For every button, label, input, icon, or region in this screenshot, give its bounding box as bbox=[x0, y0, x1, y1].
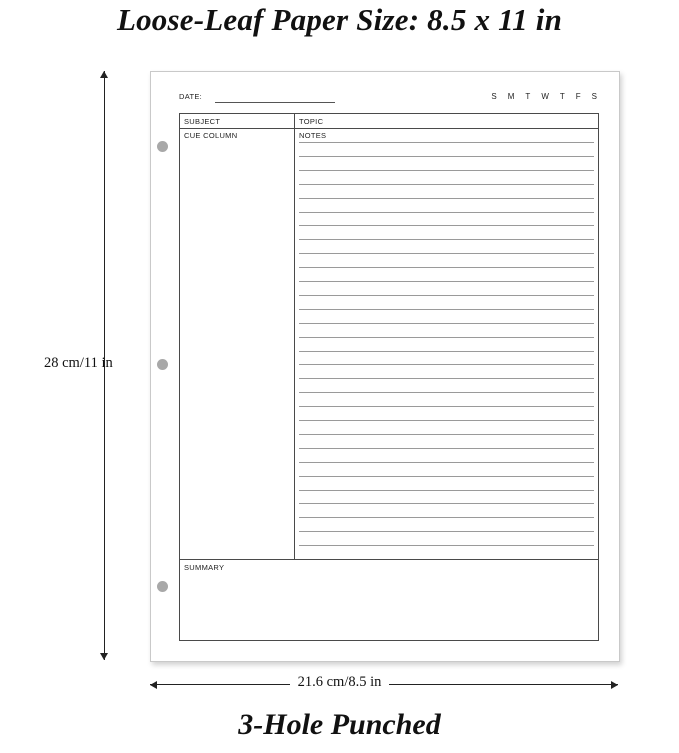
note-rule-line bbox=[299, 156, 594, 157]
topic-header: TOPIC bbox=[299, 116, 324, 126]
note-rule-line bbox=[299, 170, 594, 171]
height-arrow-top bbox=[100, 71, 108, 78]
notes-column-label: NOTES bbox=[299, 131, 327, 140]
width-dimension-label bbox=[0, 674, 679, 691]
day-sunday: S bbox=[491, 92, 497, 101]
note-rule-line bbox=[299, 517, 594, 518]
page-title-top: Loose-Leaf Paper Size: 8.5 x 11 in bbox=[116, 2, 563, 37]
note-rule-line bbox=[299, 267, 594, 268]
note-rule-line bbox=[299, 364, 594, 365]
note-rule-line bbox=[299, 295, 594, 296]
notes-ruled-lines bbox=[295, 142, 598, 559]
note-rule-line bbox=[299, 253, 594, 254]
note-rule-line bbox=[299, 198, 594, 199]
height-dimension-label: 28 cm/11 in bbox=[44, 355, 113, 371]
note-rule-line bbox=[299, 448, 594, 449]
note-rule-line bbox=[299, 184, 594, 185]
note-rule-line bbox=[299, 323, 594, 324]
date-label: DATE: bbox=[179, 92, 203, 101]
day-monday: M bbox=[507, 92, 515, 101]
day-wednesday: W bbox=[541, 92, 549, 101]
note-rule-line bbox=[299, 142, 594, 143]
cue-column-label: CUE COLUMN bbox=[184, 131, 238, 140]
paper-sheet bbox=[150, 71, 620, 662]
note-rule-line bbox=[299, 392, 594, 393]
subject-header: SUBJECT bbox=[184, 116, 221, 126]
day-friday: F bbox=[575, 92, 581, 101]
height-arrow-bottom bbox=[100, 653, 108, 660]
day-of-week-row bbox=[491, 92, 597, 101]
note-rule-line bbox=[299, 462, 594, 463]
note-rule-line bbox=[299, 406, 594, 407]
note-rule-line bbox=[299, 545, 594, 546]
cornell-note-frame bbox=[179, 113, 599, 641]
note-rule-line bbox=[299, 281, 594, 282]
summary-label: SUMMARY bbox=[184, 563, 225, 572]
note-rule-line bbox=[299, 420, 594, 421]
date-row bbox=[179, 92, 599, 108]
punch-hole-top bbox=[157, 141, 168, 152]
note-rule-line bbox=[299, 531, 594, 532]
header-row bbox=[180, 114, 598, 129]
note-rule-line bbox=[299, 378, 594, 379]
day-tuesday: T bbox=[525, 92, 531, 101]
note-rule-line bbox=[299, 337, 594, 338]
date-rule-line bbox=[215, 102, 335, 103]
page-title-bottom: 3-Hole Punched bbox=[238, 708, 441, 741]
note-rule-line bbox=[299, 309, 594, 310]
note-rule-line bbox=[299, 225, 594, 226]
note-rule-line bbox=[299, 239, 594, 240]
note-rule-line bbox=[299, 503, 594, 504]
note-rule-line bbox=[299, 212, 594, 213]
note-rule-line bbox=[299, 351, 594, 352]
summary-divider bbox=[180, 559, 598, 560]
punch-hole-middle bbox=[157, 359, 168, 370]
note-rule-line bbox=[299, 434, 594, 435]
day-thursday: T bbox=[559, 92, 565, 101]
note-rule-line bbox=[299, 476, 594, 477]
note-rule-line bbox=[299, 490, 594, 491]
width-dimension-text: 21.6 cm/8.5 in bbox=[290, 674, 390, 690]
sheet-inner bbox=[159, 80, 611, 653]
punch-hole-bottom bbox=[157, 581, 168, 592]
day-saturday: S bbox=[591, 92, 597, 101]
